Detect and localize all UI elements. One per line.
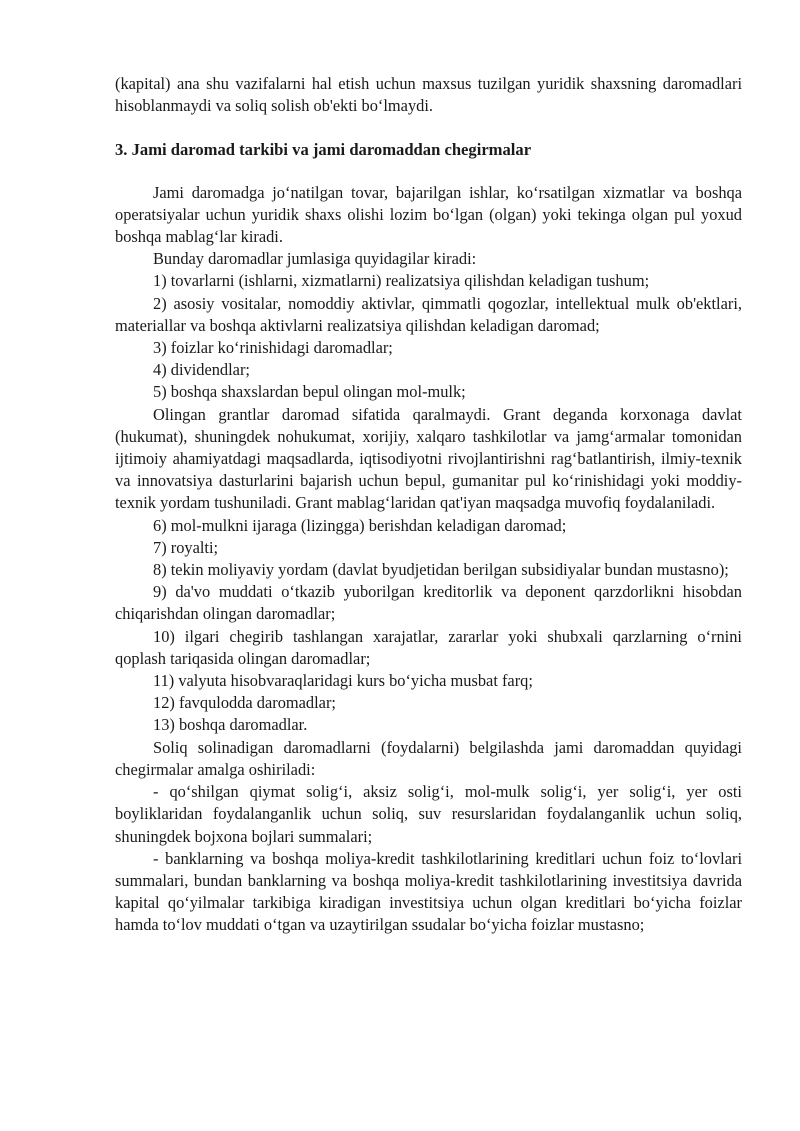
list-item-5: 5) boshqa shaxslardan bepul olingan mol-mulk; bbox=[153, 382, 466, 402]
list-item-11: 11) valyuta hisobvaraqlaridagi kurs bo‘yicha musbat farq; bbox=[153, 671, 533, 691]
list-item-12: 12) favqulodda daromadlar; bbox=[153, 693, 336, 713]
deduction-item-taxes: - qo‘shilgan qiymat solig‘i, aksiz solig‘i, mol-mulk solig‘i, yer solig‘i, yer osti boyliklaridan foydalanganlik uchun soliq, suv resurslaridan foydalanganlik uchun soliq, shuningdek bojxona bojlari summalari; bbox=[115, 782, 742, 846]
paragraph-1: Jami daromadga jo‘natilgan tovar, bajarilgan ishlar, ko‘rsatilgan xizmatlar va boshqa operatsiyalar uchun yuridik shaxs olishi lozim bo‘lgan (olgan) yoki tekinga olgan pul yoxud boshqa mablag‘lar kiradi. bbox=[115, 182, 742, 247]
section-heading: 3. Jami daromad tarkibi va jami daromaddan chegirmalar bbox=[115, 140, 532, 160]
intro-paragraph: (kapital) ana shu vazifalarni hal etish uchun maxsus tuzilgan yuridik shaxsning daromadlari hisoblanmaydi va soliq solish ob'ekti bo‘lmaydi. bbox=[115, 74, 742, 116]
list-item-1: 1) tovarlarni (ishlarni, xizmatlarni) realizatsiya qilishdan keladigan tushum; bbox=[153, 271, 650, 291]
list-item-8: 8) tekin moliyaviy yordam (davlat byudjetidan berilgan subsidiyalar bundan mustasno); bbox=[153, 560, 729, 580]
list-item-3: 3) foizlar ko‘rinishidagi daromadlar; bbox=[153, 338, 393, 358]
list-item-7: 7) royalti; bbox=[153, 537, 219, 557]
deductions-intro: Soliq solinadigan daromadlarni (foydalarni) belgilashda jami daromaddan quyidagi chegirmalar amalga oshiriladi: bbox=[115, 737, 742, 779]
list-item-13: 13) boshqa daromadlar. bbox=[153, 715, 308, 735]
paragraph-2: Bunday daromadlar jumlasiga quyidagilar kiradi: bbox=[153, 249, 477, 269]
deduction-item-interest: - banklarning va boshqa moliya-kredit tashkilotlarining kreditlari uchun foiz to‘lovlari summalari, bundan banklarning va boshqa moliya-kredit tashkilotlarining investitsiya davrida kapital qo‘yilmalar tarkibiga kiradigan investitsiya uchun olgan kreditlari bo‘yicha foizlar hamda to‘lov muddati o‘tgan va uzaytirilgan ssudalar bo‘yicha foizlar mustasno; bbox=[115, 848, 742, 935]
list-item-9: 9) da'vo muddati o‘tkazib yuborilgan kreditorlik va deponent qarzdorlikni hisobdan chiqarishdan olingan daromadlar; bbox=[115, 582, 742, 624]
grant-paragraph: Olingan grantlar daromad sifatida qaralmaydi. Grant deganda korxonaga davlat (hukumat), shuningdek nohukumat, xorijiy, xalqaro tashkilotlar va jamg‘armalar tomonidan ijtimoiy ahamiyatdagi maqsadlarda, iqtisodiyotni rivojlantirishni rag‘batlantirish, ilmiy-texnik va innovatsiya dasturlarini bajarish uchun bepul, gumanitar pul ko‘rinishidagi yoki moddiy-texnik yordam tushuniladi. Grant mablag‘laridan qat'iyan maqsadga muvofiq foydalaniladi. bbox=[115, 404, 742, 513]
list-item-10: 10) ilgari chegirib tashlangan xarajatlar, zararlar yoki shubxali qarzlarning o‘rnini qoplash tariqasida olingan daromadlar; bbox=[115, 626, 742, 668]
list-item-2: 2) asosiy vositalar, nomoddiy aktivlar, qimmatli qogozlar, intellektual mulk ob'ektlari, materiallar va boshqa aktivlarni realizatsiya qilishdan keladigan daromad; bbox=[115, 293, 742, 335]
list-item-4: 4) dividendlar; bbox=[153, 360, 250, 380]
document-page bbox=[115, 73, 742, 937]
list-item-6: 6) mol-mulkni ijaraga (lizingga) berishdan keladigan daromad; bbox=[153, 515, 567, 535]
